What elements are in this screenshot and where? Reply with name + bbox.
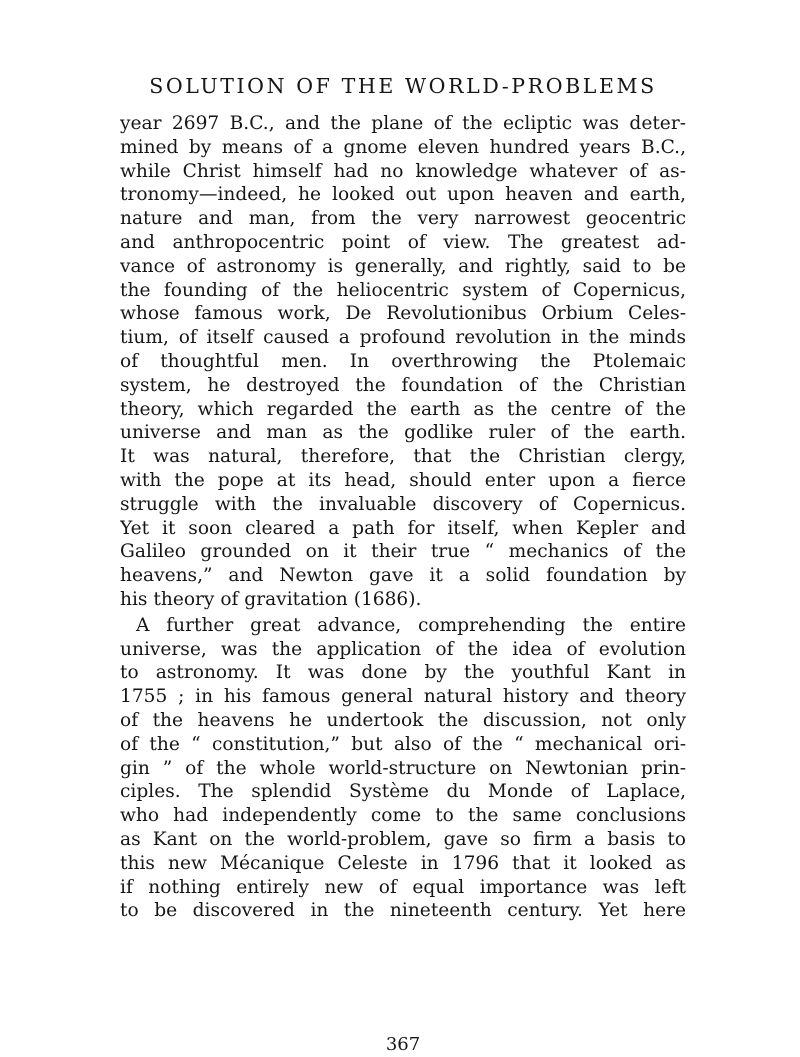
text-line: A further great advance, comprehending the entire (136, 614, 686, 636)
text-line: if nothing entirely new of equal importance was left (120, 876, 686, 898)
text-line: whose famous work, De Revolutionibus Orbium Celes- (120, 303, 686, 325)
text-line: and anthropocentric point of view. The greatest ad- (120, 231, 686, 253)
paragraph-2 (120, 614, 686, 923)
text-line: Yet it soon cleared a path for itself, when Kepler and (120, 517, 686, 539)
text-line: this new Mécanique Celeste in 1796 that it looked as (120, 852, 686, 874)
text-line: to astronomy. It was done by the youthful Kant in (120, 662, 686, 684)
page-number: 367 (385, 1034, 421, 1055)
text-line: heavens,” and Newton gave it a solid foundation by (120, 565, 686, 587)
text-line: to be discovered in the nineteenth century. Yet here (120, 900, 686, 922)
text-line: vance of astronomy is generally, and rightly, said to be (120, 255, 686, 277)
text-line: universe and man as the godlike ruler of the earth. (120, 422, 686, 444)
text-line: of the heavens he undertook the discussion, not only (120, 709, 686, 731)
running-head: SOLUTION OF THE WORLD-PROBLEMS (149, 74, 657, 98)
text-line: of the “ constitution,” but also of the “ mechanical ori- (120, 733, 686, 755)
text-line: 1755 ; in his famous general natural history and theory (120, 686, 686, 708)
text-line: year 2697 B.C., and the plane of the ecliptic was deter- (120, 113, 686, 134)
text-line: It was natural, therefore, that the Christian clergy, (120, 446, 686, 468)
text-line: universe, was the application of the idea of evolution (120, 638, 686, 660)
body-text (120, 112, 686, 923)
paragraph-1 (120, 112, 686, 612)
text-line: as Kant on the world-problem, gave so firm a basis to (120, 828, 686, 850)
text-line: who had independently come to the same conclusions (120, 805, 686, 827)
text-line: of thoughtful men. In overthrowing the Ptolemaic (120, 350, 686, 372)
text-line: struggle with the invaluable discovery of Copernicus. (120, 493, 686, 515)
text-line: nature and man, from the very narrowest geocentric (120, 208, 686, 230)
text-line: system, he destroyed the foundation of the Christian (120, 374, 686, 396)
book-page (120, 72, 686, 1055)
text-line: while Christ himself had no knowledge whatever of as- (120, 160, 686, 182)
text-line: mined by means of a gnome eleven hundred years B.C., (120, 136, 686, 158)
text-line: with the pope at its head, should enter upon a fierce (120, 469, 686, 491)
text-line: his theory of gravitation (1686). (120, 588, 422, 610)
text-line: gin ” of the whole world-structure on Newtonian prin- (120, 757, 686, 779)
text-line: ciples. The splendid Système du Monde of Laplace, (120, 781, 686, 803)
text-line: theory, which regarded the earth as the centre of the (120, 398, 686, 420)
text-line: Galileo grounded on it their true “ mechanics of the (120, 541, 686, 563)
text-line: the founding of the heliocentric system of Copernicus, (120, 279, 686, 301)
text-line: tium, of itself caused a profound revolution in the minds (120, 327, 686, 349)
text-line: tronomy—indeed, he looked out upon heaven and earth, (120, 184, 686, 206)
